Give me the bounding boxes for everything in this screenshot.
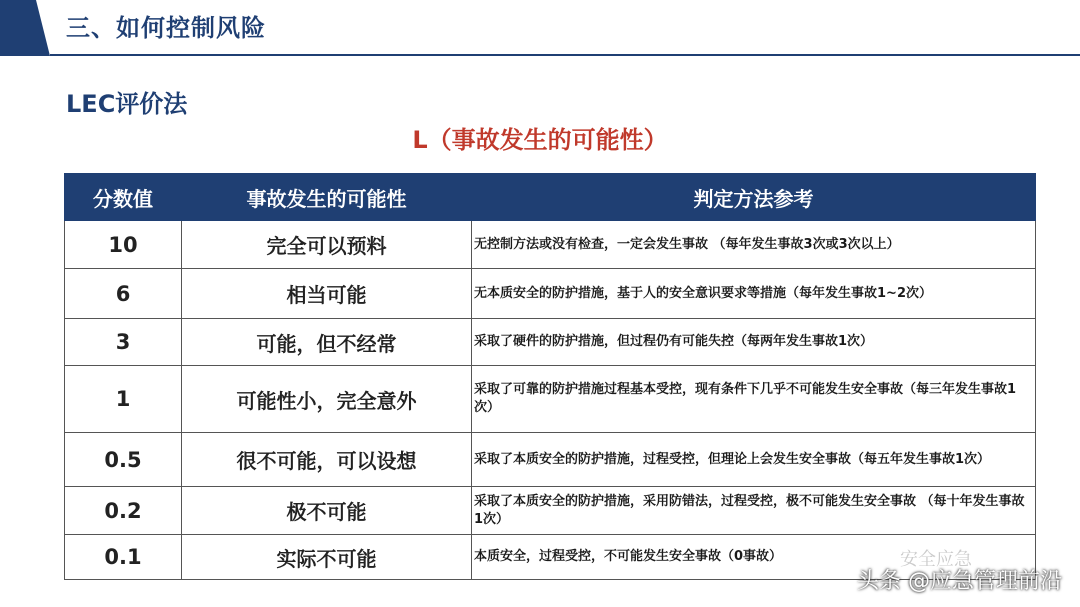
score-cell: 10 [65, 221, 182, 269]
likelihood-cell: 可能性小，完全意外 [182, 366, 472, 433]
lec-likelihood-table [64, 173, 1036, 580]
likelihood-cell: 完全可以预料 [182, 221, 472, 269]
likelihood-cell: 很不可能，可以设想 [182, 433, 472, 487]
table-row [65, 269, 1036, 319]
likelihood-cell: 极不可能 [182, 487, 472, 535]
score-cell: 3 [65, 319, 182, 366]
faint-watermark: 安全应急 [900, 549, 972, 570]
table-header-row [65, 174, 1036, 221]
section-title: LEC评价法 [66, 90, 188, 118]
header-accent-tab [0, 0, 50, 56]
score-cell: 0.1 [65, 535, 182, 580]
column-header-likelihood: 事故发生的可能性 [182, 174, 472, 221]
score-cell: 0.5 [65, 433, 182, 487]
method-cell: 采取了硬件的防护措施，但过程仍有可能失控（每两年发生事故1次） [472, 319, 1036, 366]
header-bar [0, 0, 1080, 56]
likelihood-cell: 实际不可能 [182, 535, 472, 580]
table-row [65, 366, 1036, 433]
table-row [65, 487, 1036, 535]
likelihood-cell: 可能，但不经常 [182, 319, 472, 366]
method-cell: 采取了本质安全的防护措施，采用防错法，过程受控，极不可能发生安全事故 （每十年发生事故1次） [472, 487, 1036, 535]
table-row [65, 433, 1036, 487]
method-cell: 本质安全，过程受控，不可能发生安全事故（0事故） [472, 535, 1036, 580]
table-title: L（事故发生的可能性） [412, 126, 668, 154]
method-cell: 无本质安全的防护措施，基于人的安全意识要求等措施（每年发生事故1~2次） [472, 269, 1036, 319]
header-divider [50, 54, 1080, 56]
table-row [65, 319, 1036, 366]
method-cell: 无控制方法或没有检查，一定会发生事故 （每年发生事故3次或3次以上） [472, 221, 1036, 269]
likelihood-cell: 相当可能 [182, 269, 472, 319]
table-row [65, 221, 1036, 269]
watermark: 头条 @应急管理前沿 [857, 569, 1062, 594]
method-cell: 采取了可靠的防护措施过程基本受控，现有条件下几乎不可能发生安全事故（每三年发生事故1次） [472, 366, 1036, 433]
method-cell: 采取了本质安全的防护措施，过程受控，但理论上会发生安全事故（每五年发生事故1次） [472, 433, 1036, 487]
score-cell: 0.2 [65, 487, 182, 535]
column-header-method: 判定方法参考 [472, 174, 1036, 221]
column-header-score: 分数值 [65, 174, 182, 221]
score-cell: 1 [65, 366, 182, 433]
score-cell: 6 [65, 269, 182, 319]
page-title: 三、如何控制风险 [66, 14, 266, 42]
